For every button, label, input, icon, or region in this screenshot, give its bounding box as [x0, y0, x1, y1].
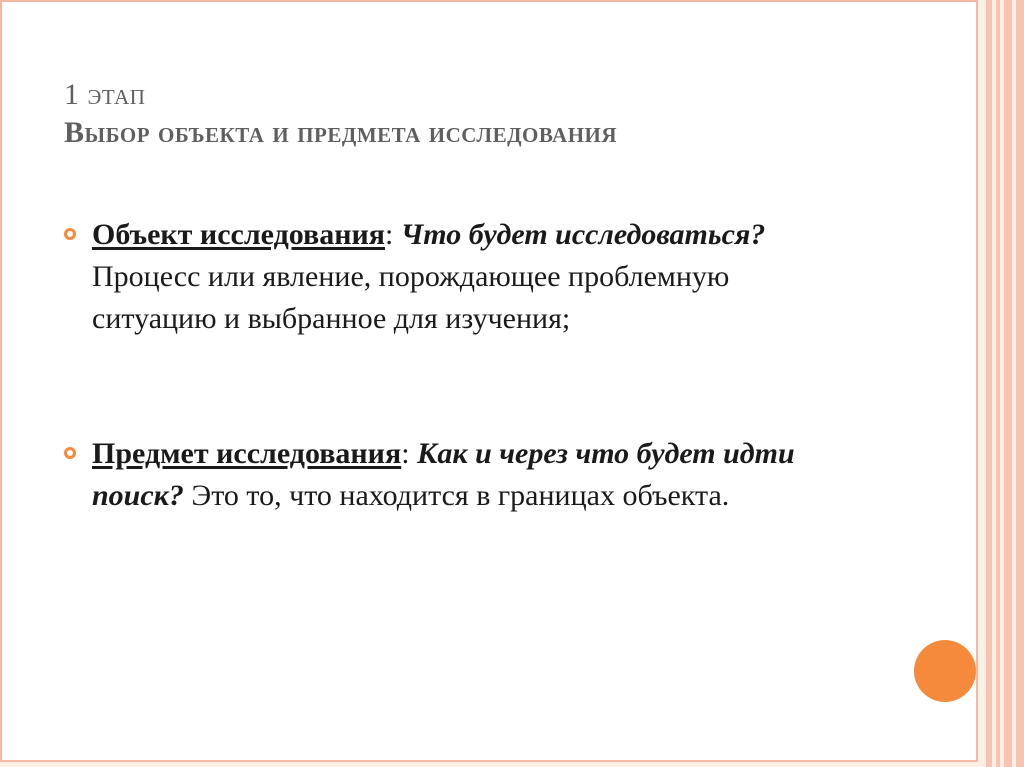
bullet-object [64, 214, 864, 384]
bullet-circle-icon [64, 447, 76, 459]
bullet-subject-question: Как и через что будет идти поиск? [92, 437, 795, 512]
bullet-object-term: Объект исследования [92, 218, 386, 251]
bullet-subject-text [92, 433, 852, 517]
bullet-subject-term: Предмет исследования [92, 437, 402, 470]
bullet-object-question: Что будет исследоваться? [400, 218, 766, 251]
bullet-object-text [92, 214, 852, 340]
bullet-subject-definition: Это то, что находится в границах объекта. [183, 479, 730, 512]
bullet-circle-icon [64, 228, 76, 240]
slide-title-subject: Выбор объекта и предмета исследования [64, 116, 618, 149]
bullet-subject-separator: : [401, 437, 418, 470]
bullet-object-separator: : [385, 218, 401, 251]
decorative-stripe [986, 0, 992, 767]
decorative-stripe [1004, 0, 1012, 767]
decorative-stripe [996, 0, 1000, 767]
decorative-stripe [1016, 0, 1024, 767]
slide-title-stage: 1 этап [64, 78, 146, 111]
slide-title [64, 76, 924, 152]
bullet-subject [64, 433, 864, 563]
bullet-object-definition: Процесс или явление, порождающее проблемную ситуацию и выбранное для изучения; [92, 260, 730, 335]
orange-circle-decoration [914, 640, 976, 702]
